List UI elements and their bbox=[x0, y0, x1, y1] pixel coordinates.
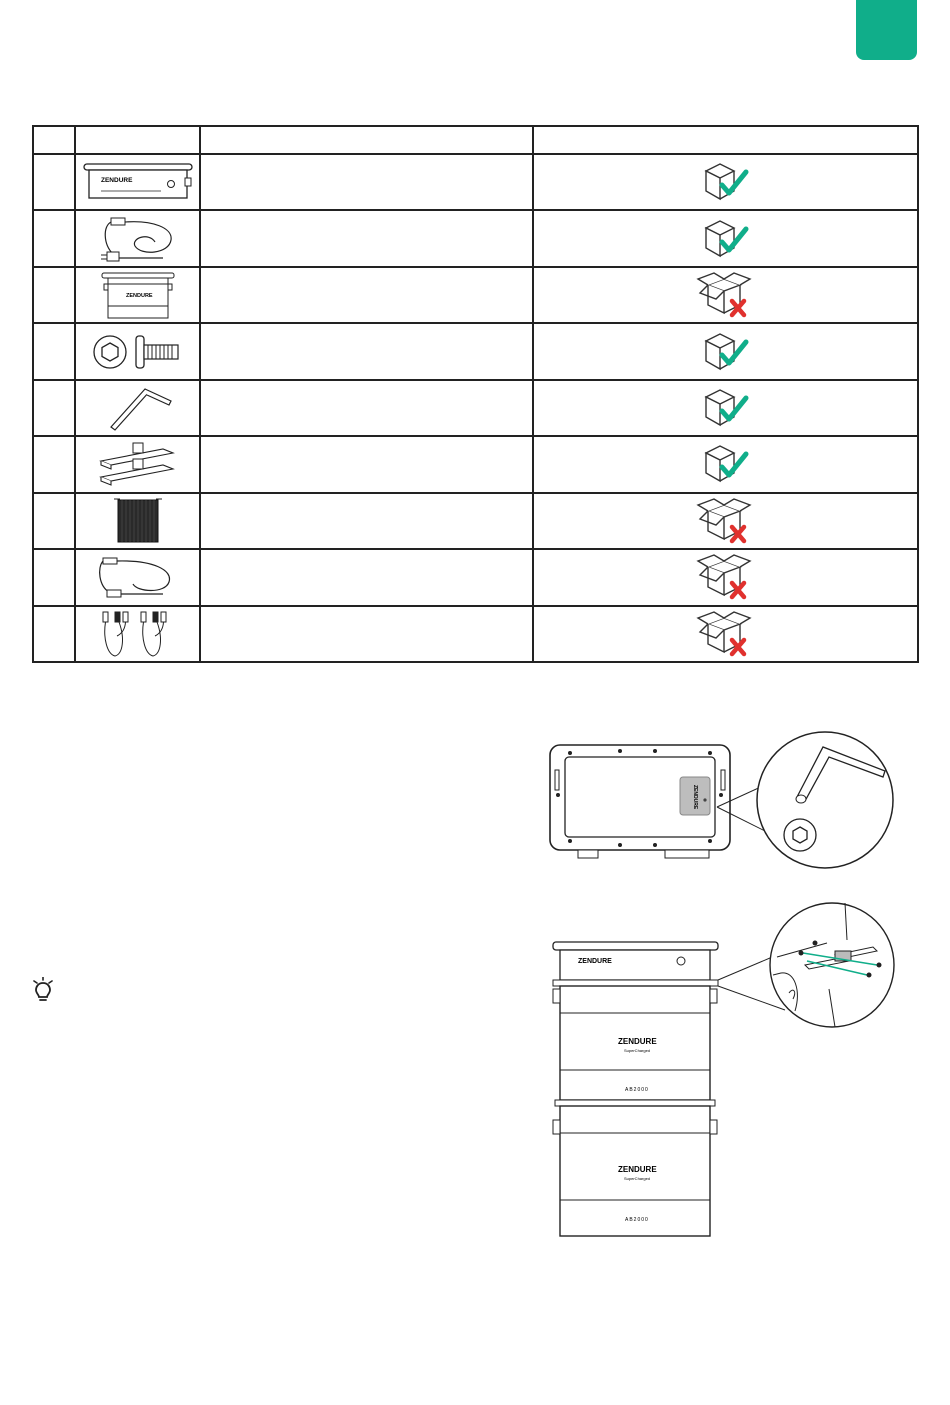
battery-2-sub-text: SuperCharged bbox=[624, 1176, 651, 1181]
header-name bbox=[200, 126, 533, 154]
table-row bbox=[33, 436, 918, 492]
svg-text:ZENDURE: ZENDURE bbox=[125, 293, 153, 300]
header-no bbox=[33, 126, 75, 154]
table-row bbox=[33, 380, 918, 436]
open-box-cross-icon bbox=[694, 553, 758, 601]
table-row bbox=[33, 493, 918, 549]
item-name bbox=[200, 323, 533, 379]
table-row bbox=[33, 323, 918, 379]
item-name bbox=[200, 436, 533, 492]
row-number bbox=[33, 493, 75, 549]
item-name bbox=[200, 549, 533, 605]
hex-key-icon bbox=[93, 383, 183, 433]
item-name bbox=[200, 606, 533, 663]
item-name bbox=[200, 154, 533, 210]
battery-1-sub-text: SuperCharged bbox=[624, 1048, 651, 1053]
battery-1-model-text: AB2000 bbox=[625, 1087, 649, 1093]
table-row bbox=[33, 606, 918, 663]
hub-device-icon bbox=[81, 160, 195, 204]
header-item bbox=[75, 126, 200, 154]
open-box-cross-icon bbox=[694, 610, 758, 658]
row-number bbox=[33, 606, 75, 663]
box-check-icon bbox=[696, 329, 756, 375]
open-box-cross-icon bbox=[694, 271, 758, 319]
y-branch-cable-icon bbox=[93, 608, 183, 660]
row-number bbox=[33, 549, 75, 605]
row-number bbox=[33, 154, 75, 210]
brackets-icon bbox=[93, 439, 183, 489]
table-row bbox=[33, 549, 918, 605]
row-number bbox=[33, 436, 75, 492]
table-row bbox=[33, 210, 918, 266]
battery-2-model-text: AB2000 bbox=[625, 1217, 649, 1223]
row-number bbox=[33, 267, 75, 323]
item-name bbox=[200, 267, 533, 323]
device-bottom-view-illustration bbox=[545, 725, 920, 875]
screw-icon bbox=[88, 330, 188, 374]
item-name bbox=[200, 493, 533, 549]
table-row bbox=[33, 154, 918, 210]
row-number bbox=[33, 323, 75, 379]
battery-1-brand-text: ZENDURE bbox=[618, 1037, 657, 1046]
battery-2-brand-text: ZENDURE bbox=[618, 1165, 657, 1174]
mc4-cable-icon bbox=[93, 552, 183, 602]
stacked-installation-illustration bbox=[545, 895, 920, 1240]
device-label-text: ZENDURE bbox=[692, 785, 698, 810]
svg-text:ZENDURE: ZENDURE bbox=[100, 177, 132, 185]
package-contents-table bbox=[32, 125, 919, 663]
battery-pack-icon bbox=[98, 270, 178, 320]
item-name bbox=[200, 210, 533, 266]
table-row bbox=[33, 267, 918, 323]
hub-brand-text: ZENDURE bbox=[578, 958, 612, 965]
row-number bbox=[33, 210, 75, 266]
box-check-icon bbox=[696, 216, 756, 262]
header-status bbox=[533, 126, 918, 154]
item-name bbox=[200, 380, 533, 436]
box-check-icon bbox=[696, 385, 756, 431]
box-check-icon bbox=[696, 441, 756, 487]
solar-panel-icon bbox=[108, 496, 168, 546]
section-tab-marker bbox=[856, 0, 917, 60]
open-box-cross-icon bbox=[694, 497, 758, 545]
ac-cable-icon bbox=[93, 214, 183, 264]
table-header-row bbox=[33, 126, 918, 154]
lightbulb-icon bbox=[32, 977, 54, 1003]
box-check-icon bbox=[696, 159, 756, 205]
row-number bbox=[33, 380, 75, 436]
